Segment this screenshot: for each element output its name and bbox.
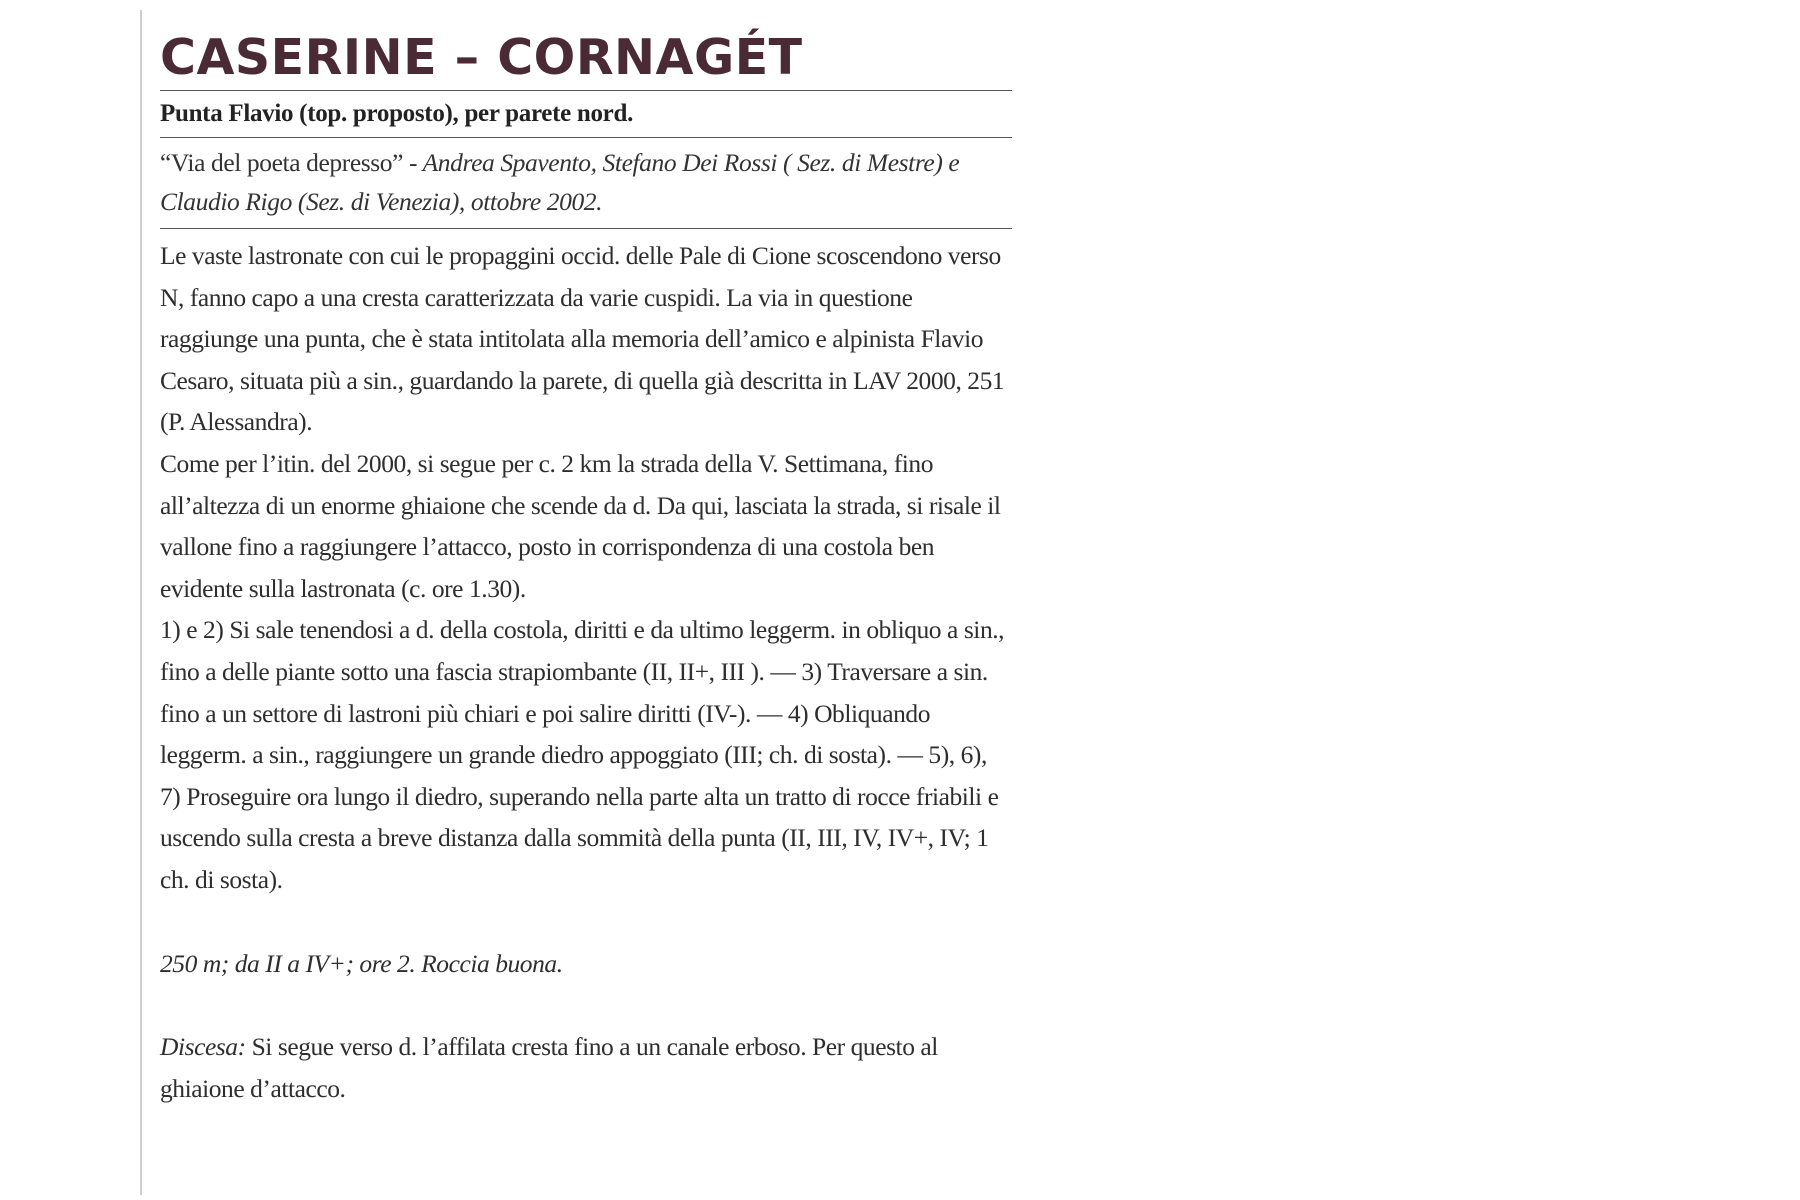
paragraph-intro: Le vaste lastronate con cui le propaggini occid. delle Pale di Cione scoscendono verso N, fanno capo a una cresta caratterizzata da varie cuspidi. La via in questione raggiunge una punta, che è stata intitolata alla memoria dell’amico e alpinista Flavio Cesaro, situata più a sin., guardando la parete, di quella già descritta in LAV 2000, 251 (P. Alessandra).	[160, 241, 1005, 437]
descent-paragraph	[160, 1026, 1012, 1109]
route-credits	[160, 138, 1012, 229]
article-title: CASERINE – CORNAGÉT	[160, 28, 1012, 91]
descent-label: Discesa:	[160, 1032, 246, 1062]
route-summary: 250 m; da II a IV+; ore 2. Roccia buona.	[160, 948, 563, 978]
descent-text: Si segue verso d. l’affilata cresta fino a un canale erboso. Per questo al ghiaione d’attacco.	[160, 1032, 938, 1103]
article-subtitle: Punta Flavio (top. proposto), per parete nord.	[160, 91, 1012, 138]
route-name: “Via del poeta depresso”	[160, 148, 404, 177]
paragraph-pitches: 1) e 2) Si sale tenendosi a d. della costola, diritti e da ultimo leggerm. in obliquo a sin., fino a delle piante sotto una fascia strapiombante (II, II+, III ). — 3) Traversare a sin. fino a un settore di lastroni più chiari e poi salire diritti (IV-). — 4) Obliquando leggerm. a sin., raggiungere un grande diedro appoggiato (III; ch. di sosta). — 5), 6), 7) Proseguire ora lungo il diedro, superando nella parte alta un tratto di rocce friabili e uscendo sulla cresta a breve distanza dalla sommità della punta (II, III, IV, IV+, IV; 1 ch. di sosta).	[160, 615, 1005, 894]
margin-rule	[140, 10, 142, 1195]
paragraph-approach: Come per l’itin. del 2000, si segue per c. 2 km la strada della V. Settimana, fino all’altezza di un enorme ghiaione che scende da d. Da qui, lasciata la strada, si risale il vallone fino a raggiungere l’attacco, posto in corrispondenza di una costola ben evidente sulla lastronata (c. ore 1.30).	[160, 448, 1001, 603]
route-authors: - Andrea Spavento, Stefano Dei Rossi ( Sez. di Mestre) e Claudio Rigo (Sez. di Venezia), ottobre 2002.	[160, 148, 960, 216]
article-body	[160, 229, 1012, 1109]
article	[160, 28, 1012, 1109]
